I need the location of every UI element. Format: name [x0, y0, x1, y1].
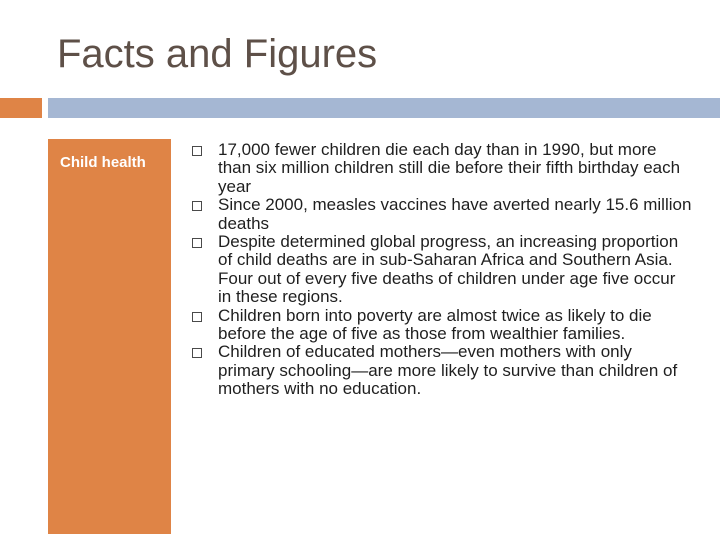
square-bullet-icon	[192, 348, 202, 358]
bullet-text: 17,000 fewer children die each day than in 1990, but more than six million children still die before their fifth birthday each year	[218, 140, 681, 196]
bullet-item	[192, 307, 692, 344]
accent-bar-orange	[0, 98, 42, 118]
square-bullet-icon	[192, 312, 202, 322]
square-bullet-icon	[192, 201, 202, 211]
side-label: Child health	[60, 154, 146, 171]
bullet-item	[192, 196, 692, 233]
accent-bar-blue	[48, 98, 720, 118]
square-bullet-icon	[192, 238, 202, 248]
bullet-item	[192, 343, 692, 398]
bullet-text: Children of educated mothers—even mothers with only primary schooling—are more likely to survive than children of mothers with no education.	[218, 342, 678, 399]
square-bullet-icon	[192, 146, 202, 156]
bullet-text: Despite determined global progress, an increasing proportion of child deaths are in sub-Saharan Africa and Southern Asia. Four out of every five deaths of children under age five occur in these regions.	[218, 232, 679, 307]
bullet-list	[192, 141, 692, 399]
bullet-item	[192, 233, 692, 307]
bullet-text: Children born into poverty are almost twice as likely to die before the age of five as those from wealthier families.	[218, 305, 652, 344]
side-panel	[48, 139, 171, 534]
slide-title: Facts and Figures	[57, 32, 378, 76]
bullet-text: Since 2000, measles vaccines have averted nearly 15.6 million deaths	[218, 195, 692, 233]
bullet-item	[192, 141, 692, 196]
